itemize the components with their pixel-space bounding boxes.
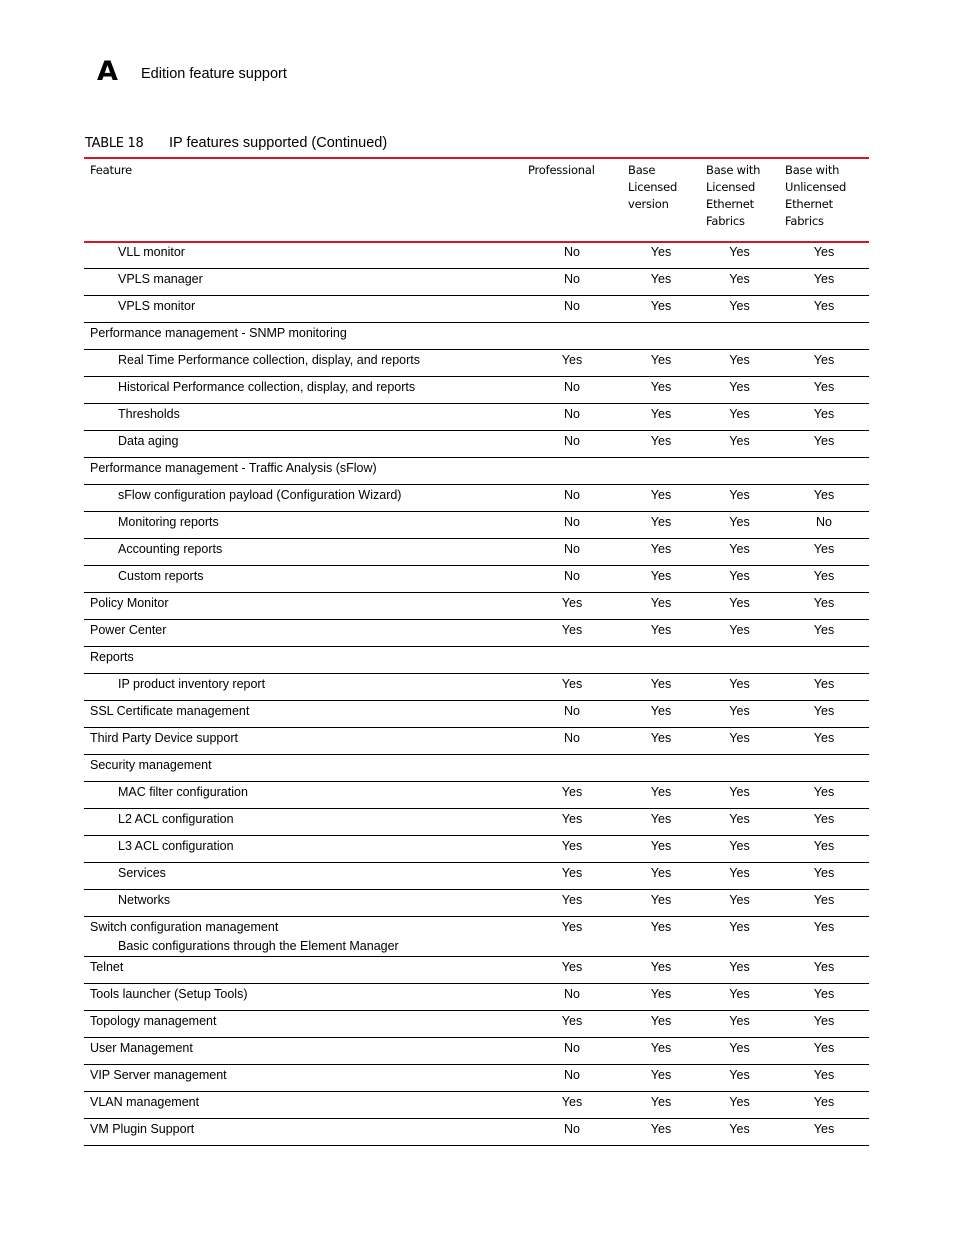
support-value-cell: Yes (700, 404, 779, 431)
support-value-cell: Yes (700, 1065, 779, 1092)
table-row (84, 701, 869, 728)
support-value-cell: Yes (779, 1119, 869, 1146)
support-value-cell: Yes (700, 512, 779, 539)
feature-cell (84, 782, 522, 809)
support-value-cell: Yes (779, 1092, 869, 1119)
support-value-cell: Yes (779, 566, 869, 593)
feature-label: Thresholds (118, 407, 180, 421)
support-value-cell (779, 647, 869, 674)
support-value-cell: Yes (779, 728, 869, 755)
support-value-cell: Yes (522, 593, 622, 620)
table-row (84, 404, 869, 431)
feature-label: User Management (90, 1041, 193, 1055)
support-value-cell: Yes (700, 377, 779, 404)
support-value-cell: Yes (700, 1119, 779, 1146)
support-value-cell (522, 458, 622, 485)
support-value-cell: Yes (622, 890, 700, 917)
support-value-cell (622, 323, 700, 350)
table-row (84, 620, 869, 647)
table-row (84, 269, 869, 296)
feature-cell (84, 269, 522, 296)
support-value-cell: Yes (622, 728, 700, 755)
table-row (84, 1038, 869, 1065)
support-value-cell: Yes (522, 836, 622, 863)
table-title: IP features supported (Continued) (169, 135, 388, 151)
support-value-cell: Yes (622, 809, 700, 836)
support-value-cell: Yes (622, 1092, 700, 1119)
support-value-cell: No (522, 701, 622, 728)
support-value-cell: Yes (622, 269, 700, 296)
feature-label: MAC filter configuration (118, 785, 248, 799)
support-value-cell: Yes (700, 485, 779, 512)
table-row (84, 458, 869, 485)
feature-sublabel: Basic configurations through the Element Manager (118, 939, 399, 953)
support-value-cell: Yes (700, 620, 779, 647)
feature-label: IP product inventory report (118, 677, 266, 691)
support-value-cell: Yes (622, 431, 700, 458)
support-value-cell: Yes (779, 593, 869, 620)
feature-label: Networks (118, 893, 171, 907)
support-value-cell: Yes (700, 917, 779, 957)
support-value-cell: No (522, 296, 622, 323)
feature-label: Data aging (118, 434, 179, 448)
support-value-cell: Yes (522, 890, 622, 917)
support-value-cell: No (522, 377, 622, 404)
support-value-cell: Yes (622, 539, 700, 566)
support-value-cell: Yes (622, 377, 700, 404)
support-value-cell: Yes (700, 431, 779, 458)
table-caption (85, 135, 869, 151)
support-value-cell: Yes (700, 539, 779, 566)
feature-label: L3 ACL configuration (118, 839, 234, 853)
support-value-cell: Yes (700, 809, 779, 836)
support-value-cell: Yes (622, 984, 700, 1011)
support-value-cell: Yes (522, 350, 622, 377)
table-row (84, 485, 869, 512)
feature-cell (84, 539, 522, 566)
support-value-cell: Yes (700, 566, 779, 593)
feature-label: VM Plugin Support (90, 1122, 195, 1136)
table-row (84, 674, 869, 701)
feature-cell (84, 512, 522, 539)
support-value-cell: Yes (622, 485, 700, 512)
feature-cell (84, 701, 522, 728)
feature-label: VLL monitor (118, 245, 185, 259)
feature-cell (84, 674, 522, 701)
support-value-cell: Yes (622, 404, 700, 431)
table-row (84, 296, 869, 323)
support-value-cell: Yes (700, 242, 779, 269)
feature-label: Custom reports (118, 569, 204, 583)
table-row (84, 1065, 869, 1092)
feature-cell (84, 350, 522, 377)
table-row (84, 350, 869, 377)
support-value-cell: Yes (779, 701, 869, 728)
table-row (84, 323, 869, 350)
table-header-row (84, 158, 869, 242)
table-number: TABLE 18 (85, 136, 144, 151)
support-value-cell: Yes (779, 1065, 869, 1092)
table-row (84, 728, 869, 755)
feature-label: Services (118, 866, 166, 880)
support-value-cell: No (522, 984, 622, 1011)
support-value-cell: Yes (700, 350, 779, 377)
support-value-cell: Yes (622, 593, 700, 620)
support-value-cell (522, 647, 622, 674)
support-value-cell: No (522, 269, 622, 296)
feature-label: Performance management - Traffic Analysis (sFlow) (90, 461, 377, 475)
table-row (84, 984, 869, 1011)
appendix-letter: A (97, 56, 118, 87)
feature-cell (84, 984, 522, 1011)
support-value-cell: Yes (779, 296, 869, 323)
support-value-cell: Yes (622, 512, 700, 539)
support-value-cell: Yes (622, 836, 700, 863)
feature-cell (84, 404, 522, 431)
table-row (84, 512, 869, 539)
support-value-cell: Yes (522, 957, 622, 984)
table-row (84, 242, 869, 269)
support-value-cell: Yes (779, 269, 869, 296)
support-value-cell: No (522, 566, 622, 593)
feature-label: Telnet (90, 960, 124, 974)
table-row (84, 593, 869, 620)
support-value-cell: Yes (700, 701, 779, 728)
support-value-cell: Yes (700, 863, 779, 890)
support-value-cell: Yes (622, 566, 700, 593)
support-value-cell (779, 755, 869, 782)
support-value-cell: No (522, 242, 622, 269)
support-value-cell: Yes (700, 296, 779, 323)
feature-cell (84, 1011, 522, 1038)
table-row (84, 566, 869, 593)
feature-label: Topology management (90, 1014, 217, 1028)
feature-cell (84, 377, 522, 404)
table-row (84, 809, 869, 836)
feature-label: Monitoring reports (118, 515, 219, 529)
support-value-cell: Yes (700, 728, 779, 755)
feature-label: Historical Performance collection, display, and reports (118, 380, 416, 394)
support-value-cell: Yes (622, 1065, 700, 1092)
support-value-cell: No (522, 512, 622, 539)
support-value-cell: Yes (779, 863, 869, 890)
feature-label: Tools launcher (Setup Tools) (90, 987, 248, 1001)
table-row (84, 863, 869, 890)
support-value-cell: No (522, 1119, 622, 1146)
feature-cell (84, 809, 522, 836)
support-value-cell: Yes (779, 917, 869, 957)
feature-cell (84, 917, 522, 957)
table-row (84, 1092, 869, 1119)
support-value-cell: Yes (779, 836, 869, 863)
section-title: Edition feature support (141, 66, 287, 82)
feature-label: SSL Certificate management (90, 704, 250, 718)
support-value-cell: Yes (779, 431, 869, 458)
support-value-cell (622, 458, 700, 485)
column-header-base-licensed-ef: Base with Licensed Ethernet Fabrics (700, 158, 779, 242)
support-value-cell: Yes (522, 809, 622, 836)
support-value-cell: Yes (779, 1011, 869, 1038)
support-value-cell: Yes (700, 782, 779, 809)
support-value-cell: Yes (522, 620, 622, 647)
table-row (84, 957, 869, 984)
feature-cell (84, 1038, 522, 1065)
feature-label: Third Party Device support (90, 731, 238, 745)
support-value-cell: Yes (522, 1011, 622, 1038)
support-value-cell (522, 323, 622, 350)
support-value-cell (700, 323, 779, 350)
table-row (84, 782, 869, 809)
support-value-cell (700, 647, 779, 674)
support-value-cell: No (779, 512, 869, 539)
support-value-cell: Yes (622, 701, 700, 728)
support-value-cell: Yes (522, 782, 622, 809)
table-row (84, 431, 869, 458)
support-value-cell: Yes (622, 620, 700, 647)
column-header-feature: Feature (84, 158, 522, 242)
support-value-cell: Yes (779, 377, 869, 404)
table-row (84, 836, 869, 863)
table-row (84, 539, 869, 566)
page-header (97, 56, 797, 92)
support-value-cell: Yes (700, 269, 779, 296)
support-value-cell: Yes (622, 957, 700, 984)
feature-cell (84, 431, 522, 458)
support-value-cell: Yes (779, 890, 869, 917)
support-value-cell: Yes (700, 836, 779, 863)
support-value-cell: No (522, 1038, 622, 1065)
table-row (84, 1119, 869, 1146)
support-value-cell: Yes (779, 485, 869, 512)
support-value-cell: Yes (522, 674, 622, 701)
table-row (84, 890, 869, 917)
feature-cell (84, 728, 522, 755)
support-value-cell: Yes (700, 1092, 779, 1119)
support-value-cell (522, 755, 622, 782)
support-value-cell: Yes (779, 782, 869, 809)
support-value-cell: Yes (622, 1011, 700, 1038)
feature-label: Performance management - SNMP monitoring (90, 326, 347, 340)
support-value-cell: Yes (779, 1038, 869, 1065)
support-value-cell: Yes (779, 404, 869, 431)
feature-label: VPLS manager (118, 272, 203, 286)
feature-cell (84, 296, 522, 323)
feature-cell (84, 1092, 522, 1119)
feature-label: Reports (90, 650, 134, 664)
support-value-cell: Yes (522, 917, 622, 957)
table-row (84, 647, 869, 674)
feature-cell (84, 323, 522, 350)
support-value-cell: Yes (779, 984, 869, 1011)
table-body (84, 242, 869, 1146)
support-value-cell: No (522, 1065, 622, 1092)
support-value-cell: Yes (700, 957, 779, 984)
feature-cell (84, 458, 522, 485)
support-value-cell: Yes (700, 890, 779, 917)
feature-label: L2 ACL configuration (118, 812, 234, 826)
table-row (84, 1011, 869, 1038)
support-value-cell (622, 755, 700, 782)
support-value-cell: Yes (779, 242, 869, 269)
support-value-cell: Yes (622, 782, 700, 809)
feature-cell (84, 1065, 522, 1092)
support-value-cell: Yes (622, 1119, 700, 1146)
support-value-cell: Yes (779, 674, 869, 701)
table-row (84, 377, 869, 404)
feature-cell (84, 755, 522, 782)
feature-cell (84, 890, 522, 917)
feature-cell (84, 647, 522, 674)
support-value-cell: No (522, 404, 622, 431)
support-value-cell: Yes (779, 539, 869, 566)
support-value-cell (700, 755, 779, 782)
support-value-cell: Yes (622, 296, 700, 323)
feature-label: VLAN management (90, 1095, 200, 1109)
support-value-cell: Yes (700, 674, 779, 701)
column-header-professional: Professional (522, 158, 622, 242)
feature-label: Power Center (90, 623, 167, 637)
feature-label: Policy Monitor (90, 596, 169, 610)
support-value-cell: Yes (700, 593, 779, 620)
feature-cell (84, 836, 522, 863)
support-value-cell: Yes (622, 242, 700, 269)
table-row (84, 917, 869, 957)
feature-cell (84, 593, 522, 620)
feature-cell (84, 1119, 522, 1146)
feature-label: VPLS monitor (118, 299, 196, 313)
support-value-cell: Yes (779, 620, 869, 647)
support-value-cell: No (522, 485, 622, 512)
support-value-cell: Yes (779, 809, 869, 836)
feature-cell (84, 566, 522, 593)
support-value-cell (622, 647, 700, 674)
support-value-cell (779, 458, 869, 485)
support-value-cell: No (522, 728, 622, 755)
features-table (84, 157, 869, 1146)
support-value-cell: Yes (522, 1092, 622, 1119)
support-value-cell: Yes (779, 957, 869, 984)
support-value-cell: Yes (700, 1038, 779, 1065)
feature-label: Switch configuration management (90, 920, 279, 934)
support-value-cell: Yes (622, 917, 700, 957)
support-value-cell: No (522, 539, 622, 566)
feature-label: Security management (90, 758, 212, 772)
support-value-cell: Yes (700, 984, 779, 1011)
support-value-cell: Yes (700, 1011, 779, 1038)
feature-cell (84, 485, 522, 512)
column-header-base-licensed: Base Licensed version (622, 158, 700, 242)
feature-cell (84, 242, 522, 269)
support-value-cell: Yes (522, 863, 622, 890)
support-value-cell: Yes (622, 863, 700, 890)
support-value-cell: Yes (622, 350, 700, 377)
table-row (84, 755, 869, 782)
support-value-cell: Yes (779, 350, 869, 377)
feature-label: VIP Server management (90, 1068, 227, 1082)
feature-label: Accounting reports (118, 542, 223, 556)
support-value-cell (700, 458, 779, 485)
feature-cell (84, 620, 522, 647)
feature-cell (84, 957, 522, 984)
support-value-cell (779, 323, 869, 350)
support-value-cell: Yes (622, 1038, 700, 1065)
support-value-cell: Yes (622, 674, 700, 701)
feature-label: Real Time Performance collection, display, and reports (118, 353, 420, 367)
feature-label: sFlow configuration payload (Configuration Wizard) (118, 488, 402, 502)
column-header-base-unlicensed-ef: Base with Unlicensed Ethernet Fabrics (779, 158, 869, 242)
support-value-cell: No (522, 431, 622, 458)
feature-cell (84, 863, 522, 890)
